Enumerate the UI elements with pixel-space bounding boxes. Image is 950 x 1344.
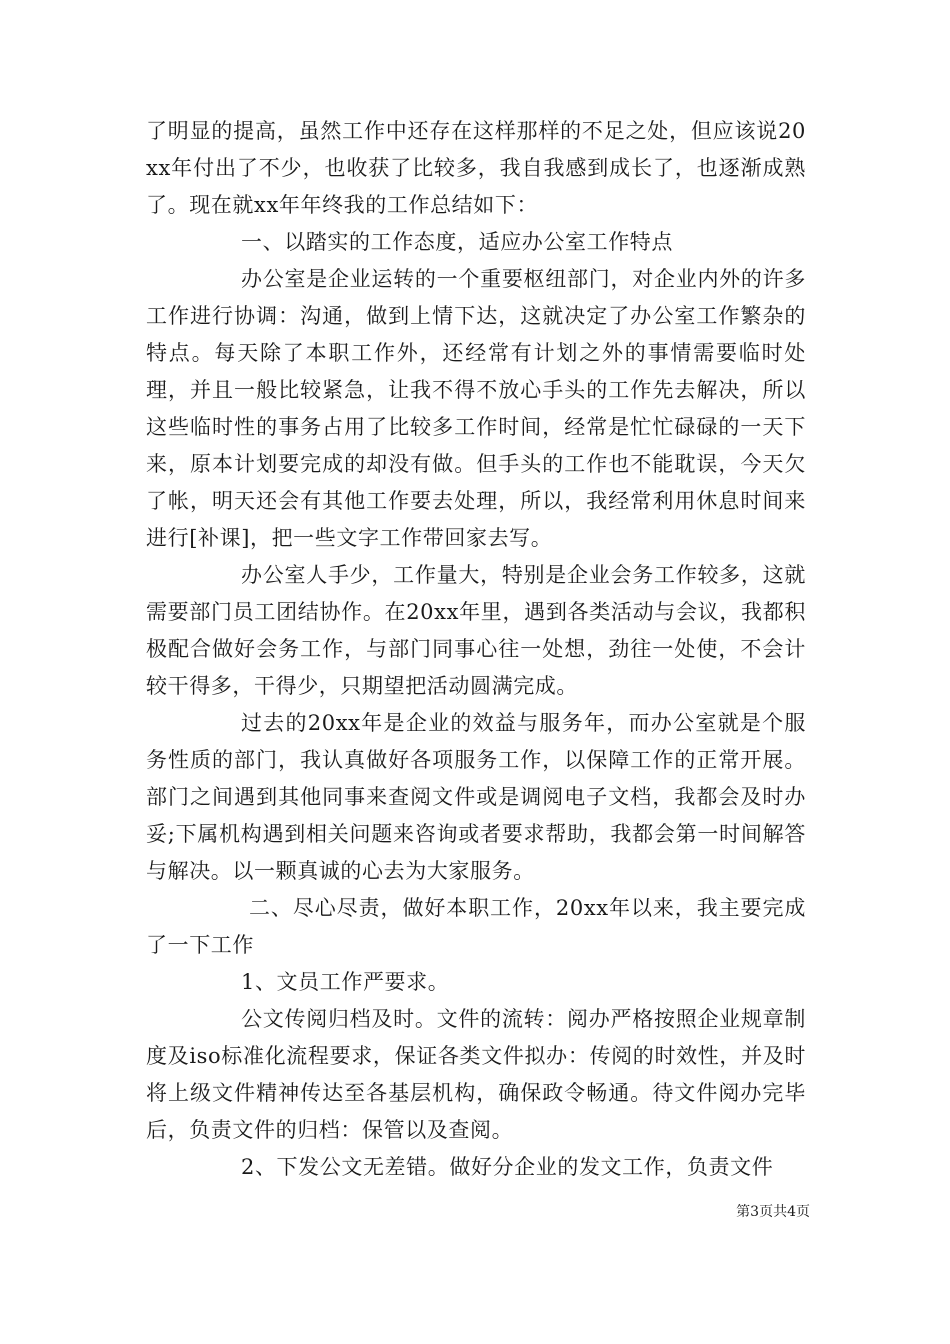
paragraph-service: 过去的20xx年是企业的效益与服务年，而办公室就是个服务性质的部门，我认真做好各项服务工作，以保障工作的正常开展。部门之间遇到其他同事来查阅文件或是调阅电子文档，我都会及时办妥;下属机构遇到相关问题来咨询或者要求帮助，我都会第一时间解答与解决。以一颗真诚的心去为大家服务。 <box>146 711 806 883</box>
subheading-clerical-work: 1、文员工作严要求。 <box>241 970 450 994</box>
paragraph-document-filing: 公文传阅归档及时。文件的流转：阅办严格按照企业规章制度及iso标准化流程要求，保证各类文件拟办：传阅的时效性，并及时将上级文件精神传达至各基层机构，确保政令畅通。待文件阅办完毕后，负责文件的归档：保管以及查阅。 <box>146 1007 806 1142</box>
paragraph-document-issuing: 2、下发公文无差错。做好分企业的发文工作，负责文件 <box>241 1155 774 1179</box>
paragraph-teamwork: 办公室人手少，工作量大，特别是企业会务工作较多，这就需要部门员工团结协作。在20xx年里，遇到各类活动与会议，我都积极配合做好会务工作，与部门同事心往一处想，劲往一处使，不会计较干得多，干得少，只期望把活动圆满完成。 <box>146 563 806 698</box>
section-heading-1: 一、以踏实的工作态度，适应办公室工作特点 <box>241 230 673 254</box>
document-body <box>146 113 806 1186</box>
section-heading-2: 二、尽心尽责，做好本职工作，20xx年以来，我主要完成了一下工作 <box>146 896 806 957</box>
paragraph-continuation: 了明显的提高，虽然工作中还存在这样那样的不足之处，但应该说20xx年付出了不少，也收获了比较多，我自我感到成长了，也逐渐成熟了。现在就xx年年终我的工作总结如下： <box>146 119 806 217</box>
page-number: 第3页共4页 <box>736 1204 810 1220</box>
paragraph-office-hub: 办公室是企业运转的一个重要枢纽部门，对企业内外的许多工作进行协调：沟通，做到上情下达，这就决定了办公室工作繁杂的特点。每天除了本职工作外，还经常有计划之外的事情需要临时处理，并且一般比较紧急，让我不得不放心手头的工作先去解决，所以这些临时性的事务占用了比较多工作时间，经常是忙忙碌碌的一天下来，原本计划要完成的却没有做。但手头的工作也不能耽误，今天欠了帐，明天还会有其他工作要去处理，所以，我经常利用休息时间来进行[补课]，把一些文字工作带回家去写。 <box>146 267 806 550</box>
